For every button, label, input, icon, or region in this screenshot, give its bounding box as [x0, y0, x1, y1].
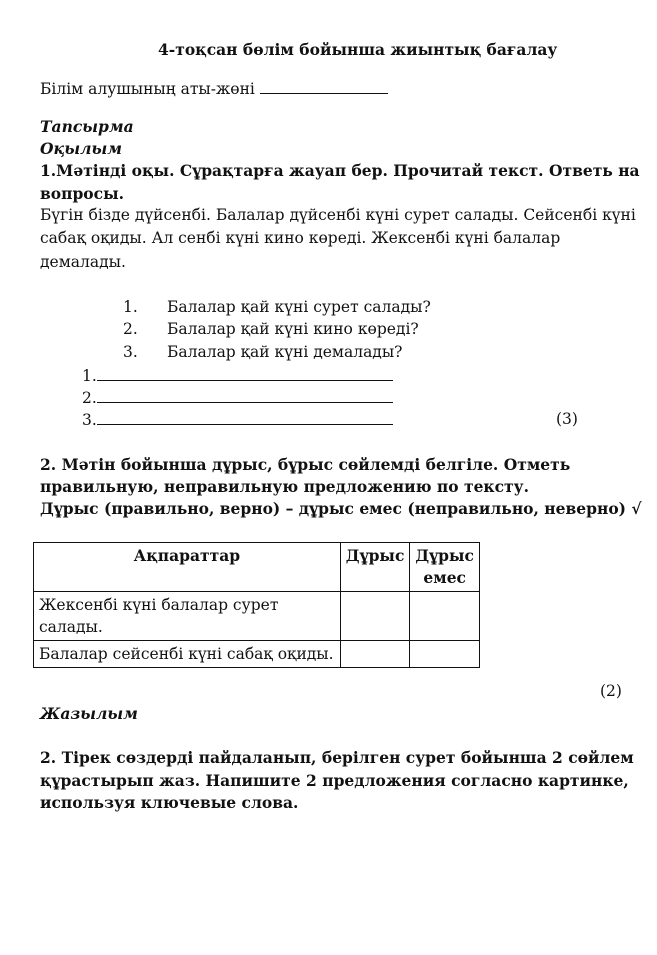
task2-score: (2): [600, 682, 622, 700]
true-false-table: [33, 542, 480, 668]
answer-number: 3.: [82, 411, 97, 429]
question-text: Балалар қай күні кино көреді?: [167, 320, 419, 338]
question-number: 3.: [123, 343, 138, 361]
task3-line1: 2. Тірек сөздерді пайдаланып, берілген сурет бойынша 2 сөйлем: [40, 748, 634, 767]
reading-text-line2: сабақ оқиды. Ал сенбі күні кино көреді. Жексенбі күні балалар: [40, 229, 561, 247]
answer-number: 1.: [82, 367, 97, 385]
reading-heading: Оқылым: [40, 139, 123, 158]
task1-score: (3): [556, 410, 578, 428]
answer-line[interactable]: [82, 366, 393, 385]
question-number: 2.: [123, 320, 138, 338]
table-cell-true-check[interactable]: [340, 592, 410, 641]
table-row: [34, 641, 480, 668]
answer-line[interactable]: [82, 388, 393, 407]
task2-line2: правильную, неправильную предложению по тексту.: [40, 477, 529, 496]
table-cell-false-check[interactable]: [410, 641, 480, 668]
answer-number: 2.: [82, 389, 97, 407]
task2-line3: Дұрыс (правильно, верно) – дұрыс емес (неправильно, неверно) √: [40, 499, 642, 518]
table-header-false: Дұрыс емес: [410, 543, 480, 592]
table-header-row: [34, 543, 480, 592]
reading-text-line1: Бүгін бізде дүйсенбі. Балалар дүйсенбі күні сурет салады. Сейсенбі күні: [40, 206, 636, 224]
question-number: 1.: [123, 298, 138, 316]
task1-instruction-line2: вопросы.: [40, 184, 125, 203]
reading-text-line3: демалады.: [40, 253, 126, 271]
table-header-true: Дұрыс: [340, 543, 410, 592]
answer-line[interactable]: [82, 410, 393, 429]
page-title: 4-тоқсан бөлім бойынша жиынтық бағалау: [158, 40, 558, 59]
table-cell-statement: Жексенбі күні балалар сурет салады.: [34, 592, 341, 641]
student-name-row: [40, 79, 388, 98]
answer-blank[interactable]: [97, 410, 393, 425]
writing-heading: Жазылым: [40, 704, 138, 723]
table-cell-statement: Балалар сейсенбі күні сабақ оқиды.: [34, 641, 341, 668]
task3-line3: используя ключевые слова.: [40, 793, 299, 812]
task3-line2: құрастырып жаз. Напишите 2 предложения согласно картинке,: [40, 771, 629, 790]
question-text: Балалар қай күні демалады?: [167, 343, 403, 361]
answer-blank[interactable]: [97, 388, 393, 403]
table-header-info: Ақпараттар: [34, 543, 341, 592]
table-row: [34, 592, 480, 641]
answer-blank[interactable]: [97, 366, 393, 381]
question-text: Балалар қай күні сурет салады?: [167, 298, 431, 316]
task1-instruction-line1: 1.Мәтінді оқы. Сұрақтарға жауап бер. Прочитай текст. Ответь на: [40, 161, 640, 180]
table-cell-false-check[interactable]: [410, 592, 480, 641]
student-name-label: Білім алушының аты-жөні: [40, 80, 255, 98]
table-cell-true-check[interactable]: [340, 641, 410, 668]
task-heading: Тапсырма: [40, 117, 134, 136]
student-name-blank[interactable]: [260, 79, 388, 94]
task2-line1: 2. Мәтін бойынша дұрыс, бұрыс сөйлемді белгіле. Отметь: [40, 455, 571, 474]
